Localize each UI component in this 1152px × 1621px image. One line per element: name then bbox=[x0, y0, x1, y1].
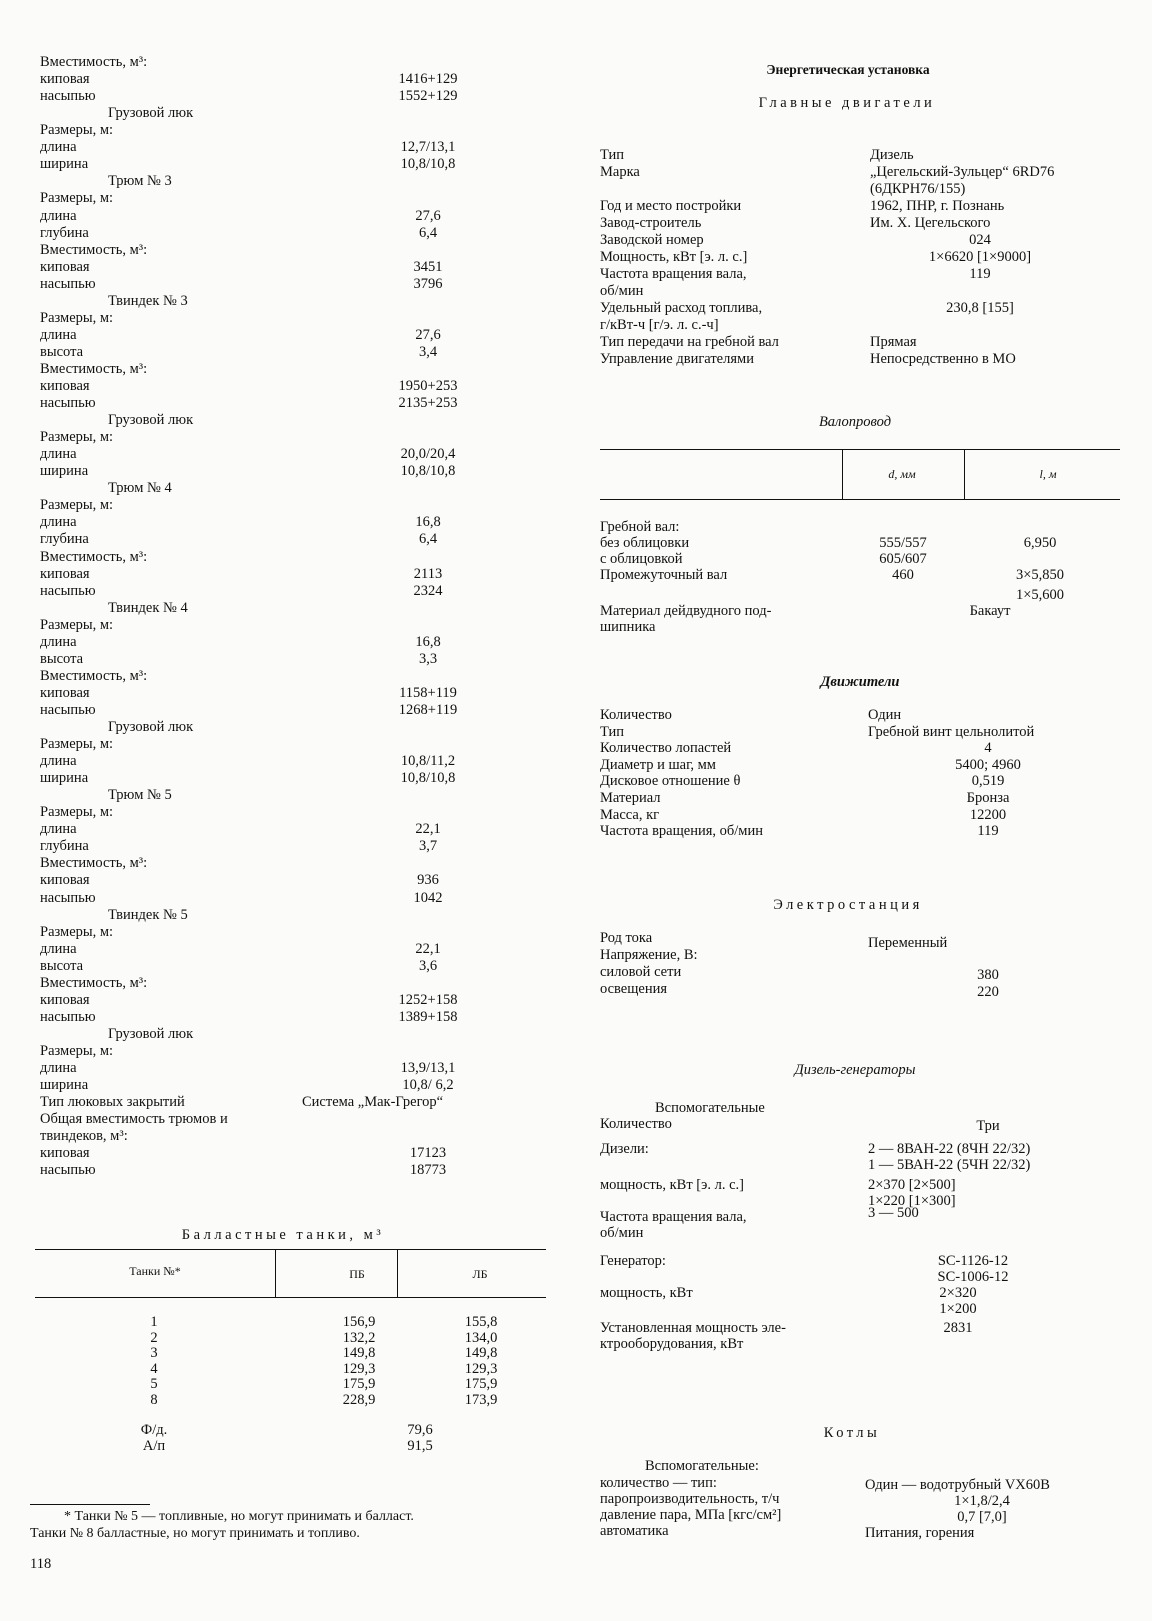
page-number: 118 bbox=[30, 1556, 52, 1572]
dg-value: 2831 bbox=[943, 1320, 973, 1336]
boiler-value: Питания, горения bbox=[865, 1525, 975, 1541]
dg-value: 1×200 bbox=[939, 1301, 977, 1317]
dg-label: Дизели: bbox=[600, 1141, 649, 1157]
spec-label: высота bbox=[40, 343, 84, 360]
ballast-pb-value: 149,8 bbox=[342, 1345, 376, 1361]
shaft-d-value: 555/557 bbox=[879, 535, 927, 551]
spec-label: ширина bbox=[40, 463, 89, 480]
engine-spec-value: 024 bbox=[969, 232, 991, 248]
spec-label: Размеры, м: bbox=[40, 309, 114, 326]
spec-value: 2113 bbox=[413, 565, 443, 582]
ballast-extra-label: А/п bbox=[142, 1437, 166, 1454]
spec-label: Грузовой люк bbox=[108, 1025, 194, 1042]
spec-label: насыпью bbox=[40, 582, 96, 599]
spec-value: 10,8/10,8 bbox=[400, 156, 456, 173]
boiler-label: давление пара, МПа [кгс/см²] bbox=[600, 1507, 782, 1523]
spec-label: Трюм № 5 bbox=[108, 787, 172, 804]
spec-value: 3796 bbox=[413, 275, 443, 292]
spec-label: Вместимость, м³: bbox=[40, 548, 148, 565]
shafting-col-divider-2 bbox=[964, 450, 965, 499]
spec-value: 27,6 bbox=[415, 207, 441, 224]
dg-value: 1×220 [1×300] bbox=[868, 1193, 956, 1209]
spec-value: 16,8 bbox=[415, 633, 441, 650]
spec-value: 2135+253 bbox=[398, 395, 458, 411]
section-title: Энергетическая установка bbox=[766, 62, 930, 77]
boilers-title: Котлы bbox=[823, 1425, 881, 1441]
left-column bbox=[0, 0, 560, 1621]
engine-spec-value: 1962, ПНР, г. Познань bbox=[870, 198, 1005, 214]
spec-value: 6,4 bbox=[418, 531, 438, 548]
ballast-pb-value: 228,9 bbox=[342, 1391, 376, 1408]
spec-label: насыпью bbox=[40, 889, 96, 906]
dg-label: мощность, кВт bbox=[600, 1285, 693, 1301]
spec-value: 13,9/13,1 bbox=[400, 1060, 456, 1076]
engine-spec-value: Непосредственно в МО bbox=[870, 351, 1016, 367]
dg-label: об/мин bbox=[600, 1225, 644, 1241]
ballast-title: Балластные танки, м³ bbox=[181, 1227, 385, 1243]
spec-label: Твиндек № 5 bbox=[108, 906, 188, 923]
spec-value: 6,4 bbox=[418, 224, 438, 241]
power-label: Род тока bbox=[600, 930, 653, 946]
footnote-2: Танки № 8 балластные, но могут принимать и топливо. bbox=[30, 1526, 360, 1541]
spec-value: 1416+129 bbox=[398, 71, 458, 87]
spec-label: глубина bbox=[40, 224, 89, 241]
shaft-d-value: Бакаут bbox=[969, 603, 1011, 619]
boiler-value: 1×1,8/2,4 bbox=[954, 1493, 1010, 1509]
spec-value: 27,6 bbox=[415, 326, 441, 343]
shaft-label: Материал дейдвудного под- bbox=[600, 603, 772, 619]
spec-label: Грузовой люк bbox=[108, 412, 194, 429]
dg-value: 2×370 [2×500] bbox=[868, 1177, 956, 1193]
spec-label: насыпью bbox=[40, 275, 96, 292]
spec-label: насыпью bbox=[40, 701, 96, 718]
spec-value: 3451 bbox=[413, 258, 443, 275]
ballast-tank-number: 4 bbox=[150, 1360, 158, 1377]
shaft-d-value: 605/607 bbox=[879, 551, 927, 567]
ballast-lb-value: 173,9 bbox=[464, 1391, 498, 1408]
spec-value: 1389+158 bbox=[398, 1008, 458, 1025]
ballast-header-rule bbox=[35, 1297, 546, 1298]
spec-label: длина bbox=[40, 446, 77, 463]
footnote-rule bbox=[30, 1504, 150, 1505]
spec-label: Размеры, м: bbox=[40, 804, 114, 821]
spec-value: 1158+119 bbox=[399, 684, 457, 701]
shaft-l-value: 3×5,850 bbox=[1015, 567, 1065, 583]
diesel-generators-subtitle: Вспомогательные bbox=[655, 1100, 765, 1116]
spec-value: 1042 bbox=[413, 889, 443, 906]
engine-spec-value: 230,8 [155] bbox=[946, 300, 1014, 316]
spec-label: длина bbox=[40, 753, 77, 770]
spec-label: ширина bbox=[40, 156, 89, 173]
engine-spec-label: Марка bbox=[600, 164, 640, 180]
spec-value: 119 bbox=[977, 823, 999, 840]
engine-spec-value: Прямая bbox=[870, 334, 917, 350]
shaft-l-value: 1×5,600 bbox=[1015, 587, 1065, 603]
spec-label: Диаметр и шаг, мм bbox=[600, 756, 716, 773]
spec-label: ширина bbox=[40, 770, 89, 787]
spec-value: 22,1 bbox=[415, 940, 441, 957]
shafting-header-l: l, м bbox=[1039, 467, 1057, 481]
right-column bbox=[590, 0, 1152, 1621]
spec-label: насыпью bbox=[40, 1162, 96, 1179]
spec-value: 12200 bbox=[969, 806, 1007, 823]
spec-label: Размеры, м: bbox=[40, 736, 114, 752]
spec-value: 22,1 bbox=[415, 821, 441, 838]
ballast-header-lb: ЛБ bbox=[472, 1267, 488, 1281]
diesel-generators-title: Дизель-генераторы bbox=[794, 1062, 916, 1078]
dg-value: SC-1006-12 bbox=[937, 1269, 1009, 1285]
ballast-tank-number: 3 bbox=[150, 1345, 158, 1361]
engine-spec-label: Мощность, кВт [э. л. с.] bbox=[600, 249, 748, 265]
engine-spec-label: Удельный расход топлива, bbox=[600, 300, 763, 316]
spec-value: 3,7 bbox=[418, 838, 438, 855]
dg-label: Установленная мощность эле- bbox=[600, 1320, 786, 1336]
ballast-pb-value: 132,2 bbox=[342, 1329, 376, 1346]
spec-value: 3,4 bbox=[418, 343, 438, 360]
ballast-lb-value: 155,8 bbox=[464, 1314, 498, 1330]
ballast-pb-value: 156,9 bbox=[342, 1314, 376, 1330]
dg-label: Количество bbox=[600, 1116, 672, 1132]
shafting-top-rule bbox=[600, 449, 1120, 450]
spec-value: 1252+158 bbox=[398, 991, 458, 1008]
boiler-label: количество — тип: bbox=[600, 1475, 717, 1491]
shaft-l-value: 6,950 bbox=[1023, 535, 1057, 551]
spec-label: Количество bbox=[600, 707, 672, 723]
spec-label: длина bbox=[40, 139, 77, 156]
spec-label: Размеры, м: bbox=[40, 923, 114, 940]
dg-label: Частота вращения вала, bbox=[600, 1209, 747, 1225]
spec-label: Частота вращения, об/мин bbox=[600, 823, 763, 840]
spec-value: 0,519 bbox=[971, 773, 1005, 790]
spec-label: ширина bbox=[40, 1077, 89, 1093]
power-label: освещения bbox=[600, 981, 668, 997]
ballast-lb-value: 129,3 bbox=[464, 1360, 498, 1377]
dg-label: ктрооборудования, кВт bbox=[600, 1336, 744, 1352]
ballast-tank-number: 8 bbox=[150, 1391, 158, 1408]
engine-spec-value: 119 bbox=[969, 266, 991, 282]
spec-value: 18773 bbox=[409, 1162, 447, 1179]
spec-label: насыпью bbox=[40, 1008, 96, 1025]
spec-value: Один bbox=[868, 707, 902, 723]
engine-spec-value: Им. X. Цегельского bbox=[870, 215, 991, 231]
spec-label: Трюм № 4 bbox=[108, 480, 172, 497]
spec-value: 1950+253 bbox=[398, 377, 458, 394]
spec-label: Тип bbox=[600, 723, 625, 740]
power-value: Переменный bbox=[868, 935, 948, 951]
ballast-tank-number: 5 bbox=[150, 1376, 158, 1392]
spec-label: Размеры, м: bbox=[40, 190, 114, 207]
spec-label: Твиндек № 4 bbox=[108, 599, 188, 616]
ballast-extra-label: Ф/д. bbox=[140, 1422, 168, 1438]
shaft-label: без облицовки bbox=[600, 535, 690, 551]
engine-spec-label: Год и место постройки bbox=[600, 198, 742, 214]
boiler-value: 0,7 [7,0] bbox=[957, 1509, 1007, 1525]
spec-value: Гребной винт цельнолитой bbox=[868, 723, 1035, 740]
power-station-title: Электростанция bbox=[773, 897, 923, 913]
spec-label: киповая bbox=[40, 565, 90, 582]
engine-spec-value: Дизель bbox=[870, 147, 914, 163]
main-engines-title: Главные двигатели bbox=[758, 95, 936, 111]
spec-label: твиндеков, м³: bbox=[40, 1128, 128, 1145]
engine-spec-value: 1×6620 [1×9000] bbox=[928, 249, 1032, 265]
dg-value: SC-1126-12 bbox=[937, 1253, 1009, 1269]
spec-label: высота bbox=[40, 957, 84, 974]
spec-value: 10,8/ 6,2 bbox=[402, 1077, 454, 1093]
shaft-d-value: 460 bbox=[892, 567, 914, 583]
spec-label: киповая bbox=[40, 991, 90, 1008]
ballast-top-rule bbox=[35, 1249, 546, 1250]
shaft-label: с облицовкой bbox=[600, 551, 683, 567]
engine-spec-label: об/мин bbox=[600, 283, 644, 299]
ballast-lb-value: 149,8 bbox=[464, 1345, 498, 1361]
spec-value: 4 bbox=[984, 740, 992, 757]
spec-label: Твиндек № 3 bbox=[108, 292, 188, 309]
power-value: 220 bbox=[977, 984, 999, 1000]
spec-label: Вместимость, м³: bbox=[40, 54, 148, 70]
spec-label: Грузовой люк bbox=[108, 105, 194, 122]
boiler-label: автоматика bbox=[600, 1523, 669, 1539]
shafting-title: Валопровод bbox=[818, 414, 892, 430]
spec-label: глубина bbox=[40, 838, 89, 855]
spec-label: Материал bbox=[600, 790, 661, 806]
spec-label: Размеры, м: bbox=[40, 497, 114, 514]
propulsors-title: Движители bbox=[820, 674, 900, 690]
spec-label: Количество лопастей bbox=[600, 740, 732, 757]
spec-label: Размеры, м: bbox=[40, 122, 114, 139]
ballast-header-tanks: Танки №* bbox=[129, 1264, 181, 1278]
spec-value: 10,8/11,2 bbox=[400, 753, 456, 770]
dg-label: Генератор: bbox=[600, 1253, 666, 1269]
engine-spec-label: Управление двигателями bbox=[600, 351, 754, 367]
spec-label: киповая bbox=[40, 377, 90, 394]
shafting-header-d: d, мм bbox=[888, 467, 916, 481]
spec-value: 3,3 bbox=[418, 650, 438, 667]
shaft-label: Гребной вал: bbox=[600, 519, 680, 535]
spec-label: длина bbox=[40, 633, 77, 650]
ballast-pb-value: 129,3 bbox=[342, 1360, 376, 1377]
dg-label: мощность, кВт [э. л. с.] bbox=[600, 1177, 744, 1193]
spec-label: киповая bbox=[40, 684, 90, 701]
power-value: 380 bbox=[977, 967, 999, 983]
dg-value: 2 — 8ВАН-22 (8ЧН 22/32) bbox=[868, 1141, 1031, 1157]
spec-value: 1268+119 bbox=[398, 701, 458, 718]
spec-label: насыпью bbox=[40, 88, 96, 105]
shaft-label: шипника bbox=[600, 619, 656, 635]
spec-label: длина bbox=[40, 326, 77, 343]
spec-label: Вместимость, м³: bbox=[40, 360, 148, 377]
dg-value: 2×320 bbox=[939, 1285, 977, 1301]
spec-label: высота bbox=[40, 650, 84, 667]
spec-label: длина bbox=[40, 940, 77, 957]
spec-label: Вместимость, м³: bbox=[40, 974, 148, 991]
spec-label: Размеры, м: bbox=[40, 616, 114, 633]
engine-spec-label: Тип передачи на гребной вал bbox=[600, 334, 779, 350]
engine-spec-label: Частота вращения вала, bbox=[600, 266, 747, 282]
spec-value: 2324 bbox=[413, 582, 443, 599]
ballast-tank-number: 2 bbox=[150, 1329, 158, 1346]
spec-value: 936 bbox=[417, 872, 439, 889]
spec-label: Тип люковых закрытий bbox=[40, 1094, 185, 1110]
ballast-col-divider-1 bbox=[275, 1250, 276, 1297]
spec-label: насыпью bbox=[40, 395, 96, 411]
spec-label: Масса, кг bbox=[600, 806, 660, 823]
ballast-col-divider-2 bbox=[397, 1250, 398, 1297]
ballast-extra-value: 91,5 bbox=[407, 1437, 433, 1454]
power-label: силовой сети bbox=[600, 964, 682, 980]
spec-value: 5400; 4960 bbox=[955, 756, 1021, 773]
ballast-lb-value: 134,0 bbox=[464, 1329, 498, 1346]
spec-value: 17123 bbox=[409, 1145, 447, 1162]
shafting-header-rule bbox=[600, 499, 1120, 500]
boiler-value: Один — водотрубный VX60B bbox=[865, 1477, 1050, 1493]
spec-label: Вместимость, м³: bbox=[40, 241, 148, 258]
engine-spec-label: Тип bbox=[600, 147, 625, 163]
spec-label: Дисковое отношение θ bbox=[600, 773, 741, 790]
ballast-pb-value: 175,9 bbox=[342, 1376, 376, 1392]
spec-label: Общая вместимость трюмов и bbox=[40, 1111, 228, 1128]
dg-value: Три bbox=[976, 1118, 1000, 1134]
boiler-label: паропроизводительность, т/ч bbox=[600, 1491, 780, 1507]
spec-label: Грузовой люк bbox=[108, 719, 194, 735]
shaft-label: Промежуточный вал bbox=[600, 567, 728, 583]
spec-label: глубина bbox=[40, 531, 89, 548]
shafting-col-divider-1 bbox=[842, 450, 843, 499]
ballast-header-pb: ПБ bbox=[349, 1267, 365, 1281]
engine-spec-label: Заводской номер bbox=[600, 232, 704, 248]
spec-label: киповая bbox=[40, 71, 90, 87]
dg-value: 3 — 500 bbox=[868, 1205, 919, 1221]
engine-spec-value: „Цегельский-Зульцер“ 6RD76 bbox=[870, 164, 1055, 180]
spec-label: киповая bbox=[40, 1145, 90, 1162]
spec-value: Система „Мак-Грегор“ bbox=[302, 1094, 444, 1110]
spec-value: Бронза bbox=[966, 790, 1010, 806]
spec-value: 10,8/10,8 bbox=[400, 770, 456, 787]
spec-value: 20,0/20,4 bbox=[400, 446, 456, 463]
spec-value: 3,6 bbox=[418, 957, 438, 974]
engine-spec-label: г/кВт-ч [г/э. л. с.-ч] bbox=[600, 317, 719, 333]
spec-label: Размеры, м: bbox=[40, 1042, 114, 1059]
engine-spec-value: (6ДКРН76/155) bbox=[870, 181, 966, 197]
spec-label: киповая bbox=[40, 872, 90, 889]
spec-value: 12,7/13,1 bbox=[400, 139, 456, 156]
ballast-lb-value: 175,9 bbox=[464, 1376, 498, 1392]
spec-label: Размеры, м: bbox=[40, 429, 114, 446]
boilers-subtitle: Вспомогательные: bbox=[645, 1458, 759, 1474]
footnote-1: * Танки № 5 — топливные, но могут принимать и балласт. bbox=[64, 1509, 414, 1524]
spec-value: 1552+129 bbox=[398, 88, 458, 105]
spec-value: 10,8/10,8 bbox=[400, 463, 456, 480]
spec-value: 16,8 bbox=[415, 514, 441, 531]
engine-spec-label: Завод-строитель bbox=[600, 215, 702, 231]
spec-label: длина bbox=[40, 207, 77, 224]
spec-label: Вместимость, м³: bbox=[40, 667, 148, 684]
spec-label: длина bbox=[40, 514, 77, 531]
spec-label: длина bbox=[40, 821, 77, 838]
spec-label: Вместимость, м³: bbox=[40, 855, 148, 872]
spec-label: киповая bbox=[40, 258, 90, 275]
spec-label: длина bbox=[40, 1060, 77, 1076]
dg-value: 1 — 5ВАН-22 (5ЧН 22/32) bbox=[868, 1157, 1031, 1173]
spec-label: Трюм № 3 bbox=[108, 173, 172, 190]
ballast-tank-number: 1 bbox=[150, 1314, 158, 1330]
power-label: Напряжение, В: bbox=[600, 947, 698, 963]
ballast-extra-value: 79,6 bbox=[407, 1422, 433, 1438]
